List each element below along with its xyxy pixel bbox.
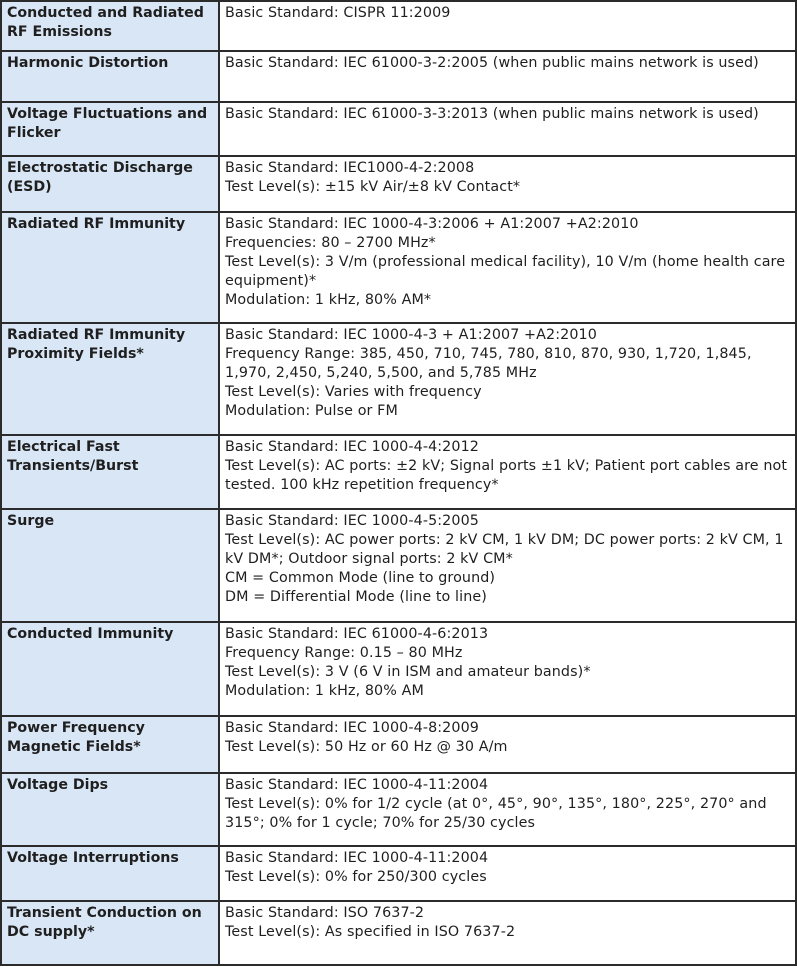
table-row — [1, 716, 796, 773]
description-line: Test Level(s): 3 V/m (professional medical facility), 10 V/m (home health care equipment)* — [225, 254, 786, 289]
row-label: Power Frequency Magnetic Fields* — [1, 716, 219, 773]
row-description — [219, 156, 796, 212]
description-line: Basic Standard: IEC 1000-4-11:2004 — [225, 850, 489, 866]
row-label: Radiated RF Immunity Proximity Fields* — [1, 323, 219, 435]
description-line: Basic Standard: ISO 7637-2 — [225, 905, 425, 921]
description-line: CM = Common Mode (line to ground) — [225, 570, 496, 586]
description-line: Frequencies: 80 – 2700 MHz* — [225, 235, 436, 251]
table-row — [1, 102, 796, 156]
row-label: Conducted Immunity — [1, 622, 219, 716]
description-line: Modulation: 1 kHz, 80% AM — [225, 683, 424, 699]
row-label: Conducted and Radiated RF Emissions — [1, 1, 219, 51]
row-label: Voltage Dips — [1, 773, 219, 846]
row-description — [219, 622, 796, 716]
row-description — [219, 102, 796, 156]
row-label: Harmonic Distortion — [1, 51, 219, 102]
description-line: Test Level(s): ±15 kV Air/±8 kV Contact* — [225, 179, 521, 195]
description-line: Basic Standard: IEC 1000-4-8:2009 — [225, 720, 479, 736]
row-label: Transient Conduction on DC supply* — [1, 901, 219, 965]
table-row — [1, 1, 796, 51]
description-line: Basic Standard: IEC 61000-4-6:2013 — [225, 626, 489, 642]
row-description — [219, 212, 796, 323]
description-line: Test Level(s): 3 V (6 V in ISM and amateur bands)* — [225, 664, 591, 680]
row-description — [219, 846, 796, 901]
description-line: Basic Standard: IEC 1000-4-11:2004 — [225, 777, 489, 793]
table-row — [1, 212, 796, 323]
row-label: Voltage Fluctuations and Flicker — [1, 102, 219, 156]
table-row — [1, 773, 796, 846]
description-line: Test Level(s): 0% for 250/300 cycles — [225, 869, 487, 885]
table-body — [1, 1, 796, 965]
description-line: Basic Standard: IEC 61000-3-3:2013 (when public mains network is used) — [225, 106, 759, 122]
description-line: Test Level(s): Varies with frequency — [225, 384, 482, 400]
row-label: Electrical Fast Transients/Burst — [1, 435, 219, 509]
description-line: Test Level(s): 50 Hz or 60 Hz @ 30 A/m — [225, 739, 508, 755]
description-line: Modulation: Pulse or FM — [225, 403, 398, 419]
row-label: Radiated RF Immunity — [1, 212, 219, 323]
description-line: Basic Standard: IEC 61000-3-2:2005 (when public mains network is used) — [225, 55, 759, 71]
table-row — [1, 51, 796, 102]
description-line: Basic Standard: IEC 1000-4-5:2005 — [225, 513, 479, 529]
row-description — [219, 901, 796, 965]
description-line: Basic Standard: IEC 1000-4-3:2006 + A1:2007 +A2:2010 — [225, 216, 639, 232]
row-label: Surge — [1, 509, 219, 622]
description-line: Frequency Range: 0.15 – 80 MHz — [225, 645, 463, 661]
table-row — [1, 323, 796, 435]
description-line: Basic Standard: CISPR 11:2009 — [225, 5, 451, 21]
table-row — [1, 622, 796, 716]
description-line: Test Level(s): As specified in ISO 7637-2 — [225, 924, 516, 940]
description-line: Modulation: 1 kHz, 80% AM* — [225, 292, 432, 308]
row-description — [219, 1, 796, 51]
table-row — [1, 901, 796, 965]
row-label: Electrostatic Discharge (ESD) — [1, 156, 219, 212]
description-line: DM = Differential Mode (line to line) — [225, 589, 487, 605]
description-line: Test Level(s): 0% for 1/2 cycle (at 0°, 45°, 90°, 135°, 180°, 225°, 270° and 315°; 0% for 1 cycle; 70% for 25/30 cycles — [225, 796, 767, 831]
description-line: Basic Standard: IEC1000-4-2:2008 — [225, 160, 475, 176]
table-row — [1, 509, 796, 622]
row-label: Voltage Interruptions — [1, 846, 219, 901]
description-line: Basic Standard: IEC 1000-4-3 + A1:2007 +A2:2010 — [225, 327, 597, 343]
description-line: Frequency Range: 385, 450, 710, 745, 780, 810, 870, 930, 1,720, 1,845, 1,970, 2,450, 5,240, 5,500, and 5,785 MHz — [225, 346, 752, 381]
description-line: Test Level(s): AC ports: ±2 kV; Signal ports ±1 kV; Patient port cables are not tested. 100 kHz repetition frequency* — [225, 458, 788, 493]
row-description — [219, 435, 796, 509]
description-line: Test Level(s): AC power ports: 2 kV CM, 1 kV DM; DC power ports: 2 kV CM, 1 kV DM*; Outdoor signal ports: 2 kV CM* — [225, 532, 784, 567]
description-line: Basic Standard: IEC 1000-4-4:2012 — [225, 439, 479, 455]
row-description — [219, 773, 796, 846]
row-description — [219, 323, 796, 435]
table-row — [1, 156, 796, 212]
row-description — [219, 51, 796, 102]
table-row — [1, 435, 796, 509]
row-description — [219, 509, 796, 622]
row-description — [219, 716, 796, 773]
table-row — [1, 846, 796, 901]
